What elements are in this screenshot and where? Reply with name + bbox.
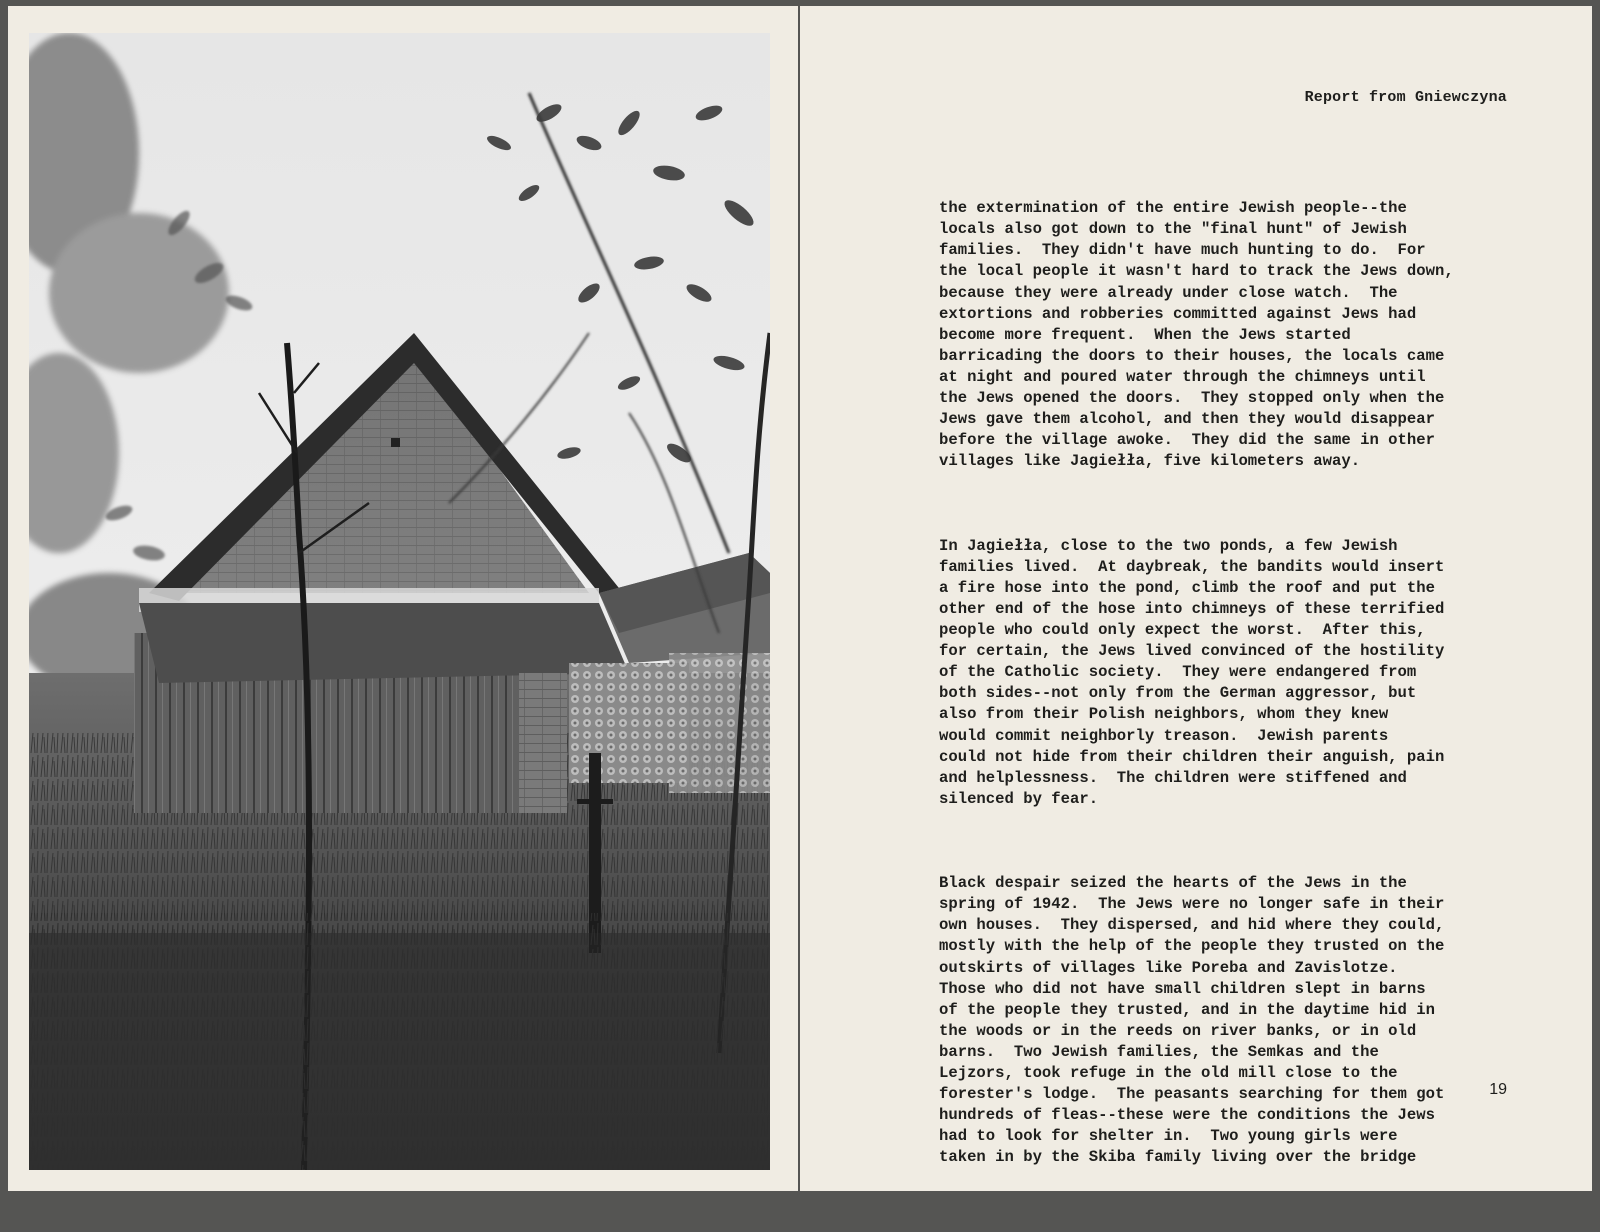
running-head: Report from Gniewczyna [1304, 89, 1507, 106]
left-page [8, 6, 798, 1191]
paragraph: In Jagiełła, close to the two ponds, a few Jewish families lived. At daybreak, the bandits would insert a fire hose into the pond, climb the roof and put the other end of the hose into chimneys of these terrified people who could only expect the worst. After this, for certain, the Jews lived convinced of the hostility of the Catholic society. They were endangered from both sides--not only from the German aggressor, but also from their Polish neighbors, whom they knew would commit neighborly treason. Jewish parents could not hide from their children their anguish, pain and helplessness. The children were stiffened and silenced by fear. [939, 536, 1445, 808]
page-number: 19 [1489, 1081, 1507, 1098]
photograph-old-wooden-barn [29, 33, 770, 1170]
paragraph: Black despair seized the hearts of the Jews in the spring of 1942. The Jews were no longer safe in their own houses. They dispersed, and hid where they could, mostly with the help of the people they trusted on the outskirts of villages like Poreba and Zavislotze. Those who did not have small children slept in barns of the people they trusted, and in the daytime hid in the woods or in the reeds on river banks, or in old barns. Two Jewish families, the Semkas and the Lejzors, took refuge in the old mill close to the forester's lodge. The peasants searching for them got hundreds of fleas--these were the conditions the Jews had to look for shelter in. Two young girls were taken in by the Skiba family living over the bridge [939, 874, 1445, 1167]
right-page [800, 6, 1592, 1191]
body-text [939, 156, 1529, 1232]
photo-drawing [29, 33, 770, 1170]
paragraph: the extermination of the entire Jewish people--the locals also got down to the "final hunt" of Jewish families. They didn't have much hunting to do. For the local people it wasn't hard to track the Jews down, because they were already under close watch. The extortions and robberies committed against Jews had become more frequent. When the Jews started barricading the doors to their houses, the locals came at night and poured water through the chimneys until the Jews opened the doors. They stopped only when the Jews gave them alcohol, and then they would disappear before the village awoke. They did the same in other villages like Jagiełła, five kilometers away. [939, 199, 1454, 471]
